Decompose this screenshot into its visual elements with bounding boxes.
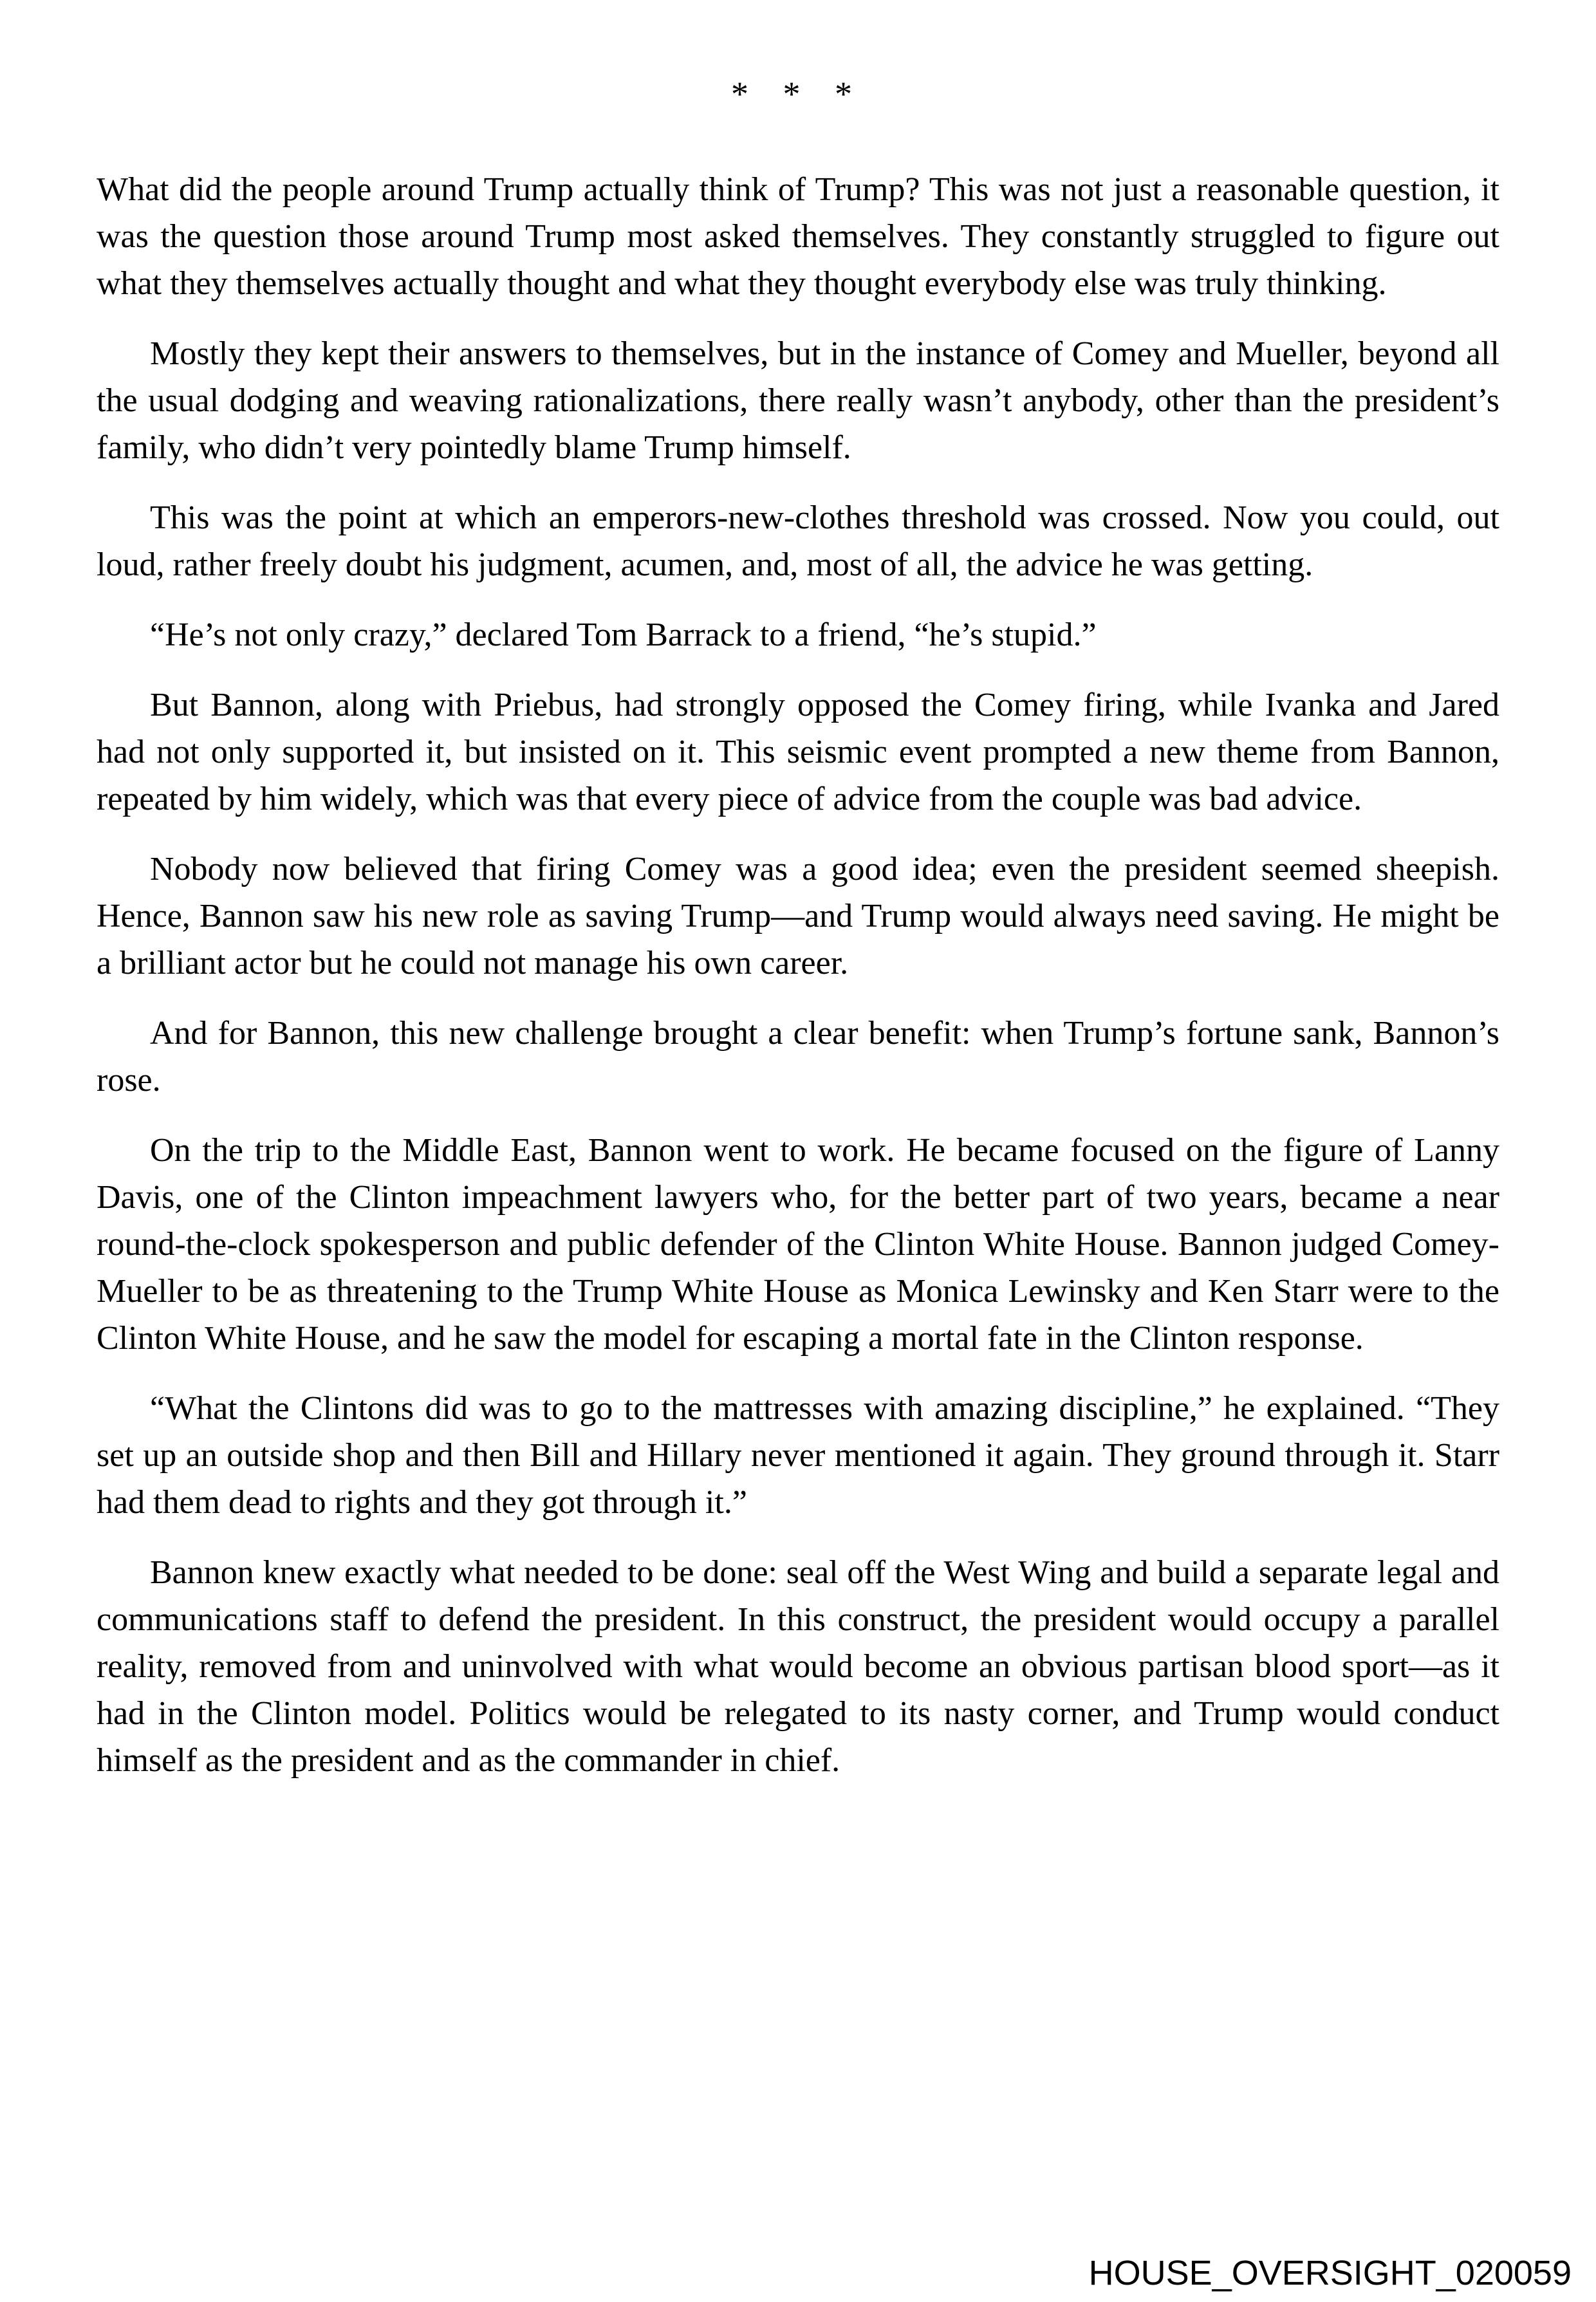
paragraph: “He’s not only crazy,” declared Tom Barrack to a friend, “he’s stupid.” xyxy=(150,617,1097,653)
section-divider: * * * xyxy=(731,75,865,113)
bates-number: HOUSE_OVERSIGHT_020059 xyxy=(1088,2254,1572,2292)
paragraph: Nobody now believed that firing Comey was a good idea; even the president seemed sheepish. Hence, Bannon saw his new role as saving Trump—and Trump would always need saving. He might be a brilliant actor but he could not manage his own career. xyxy=(97,851,1499,981)
page-footer xyxy=(1089,2253,1572,2293)
paragraph: Mostly they kept their answers to themselves, but in the instance of Comey and Mueller, beyond all the usual dodging and weaving rationalizations, there really wasn’t anybody, other than the president’s family, who didn’t very pointedly blame Trump himself. xyxy=(97,335,1499,466)
paragraph: “What the Clintons did was to go to the mattresses with amazing discipline,” he explained. “They set up an outside shop and then Bill and Hillary never mentioned it again. They ground through it. Starr had them dead to rights and they got through it.” xyxy=(97,1390,1499,1521)
paragraph: And for Bannon, this new challenge brought a clear benefit: when Trump’s fortune sank, Bannon’s rose. xyxy=(97,1015,1499,1099)
paragraph: But Bannon, along with Priebus, had strongly opposed the Comey firing, while Ivanka and Jared had not only supported it, but insisted on it. This seismic event prompted a new theme from Bannon, repeated by him widely, which was that every piece of advice from the couple was bad advice. xyxy=(97,687,1499,817)
page-text xyxy=(97,166,1499,1784)
paragraph: What did the people around Trump actually think of Trump? This was not just a reasonable question, it was the question those around Trump most asked themselves. They constantly struggled to figure out what they themselves actually thought and what they thought everybody else was truly thinking. xyxy=(97,171,1499,302)
paragraph: On the trip to the Middle East, Bannon went to work. He became focused on the figure of Lanny Davis, one of the Clinton impeachment lawyers who, for the better part of two years, became a near round-the-clock spokesperson and public defender of the Clinton White House. Bannon judged Comey-Mueller to be as threatening to the Trump White House as Monica Lewinsky and Ken Starr were to the Clinton White House, and he saw the model for escaping a mortal fate in the Clinton response. xyxy=(97,1132,1499,1357)
paragraph: Bannon knew exactly what needed to be done: seal off the West Wing and build a separate legal and communications staff to defend the president. In this construct, the president would occupy a parallel reality, removed from and uninvolved with what would become an obvious partisan blood sport—as it had in the Clinton model. Politics would be relegated to its nasty corner, and Trump would conduct himself as the president and as the commander in chief. xyxy=(97,1554,1499,1779)
paragraph: This was the point at which an emperors-new-clothes threshold was crossed. Now you could, out loud, rather freely doubt his judgment, acumen, and, most of all, the advice he was getting. xyxy=(97,499,1499,583)
